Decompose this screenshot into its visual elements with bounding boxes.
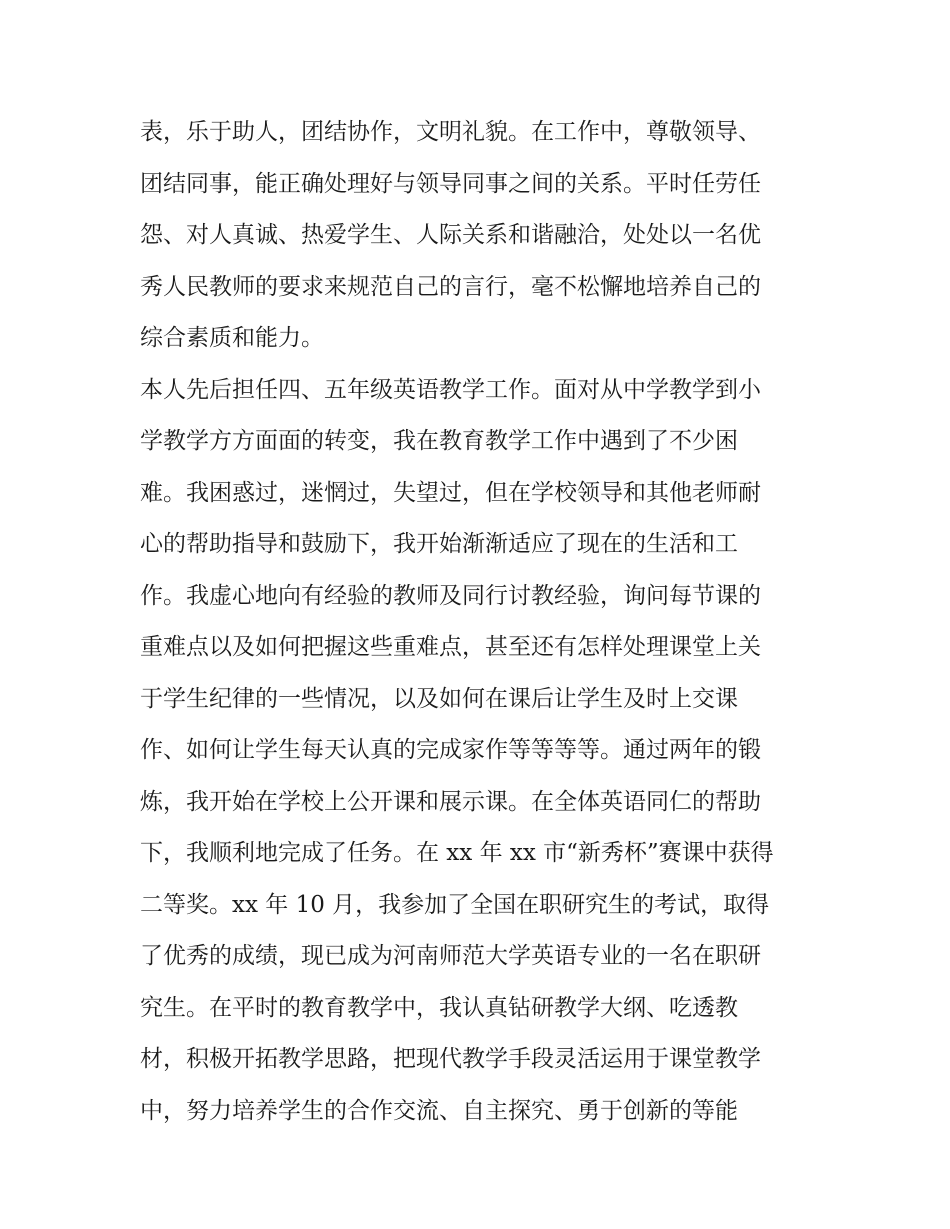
text-line: 难。我困惑过，迷惘过，失望过，但在学校领导和其他老师耐	[140, 479, 761, 506]
text-line: 团结同事，能正确处理好与领导同事之间的关系。平时任劳任	[140, 170, 761, 197]
text-line: 重难点以及如何把握这些重难点，甚至还有怎样处理课堂上关	[140, 634, 761, 660]
text-line: 作。我虚心地向有经验的教师及同行讨教经验，询问每节课的	[140, 582, 761, 609]
text-line: 下，我顺利地完成了任务。在 xx 年 xx 市“新秀杯”赛课中获得	[140, 840, 774, 866]
text-line: 材，积极开拓教学思路，把现代教学手段灵活运用于课堂教学	[140, 1046, 761, 1072]
text-line: 表，乐于助人，团结协作，文明礼貌。在工作中，尊敬领导、	[140, 119, 761, 145]
text-line: 中，努力培养学生的合作交流、自主探究、勇于创新的等能	[140, 1097, 738, 1124]
text-line: 秀人民教师的要求来规范自己的言行，毫不松懈地培养自己的	[140, 273, 761, 300]
text-line: 二等奖。xx 年 10 月，我参加了全国在职研究生的考试，取得	[140, 891, 770, 918]
text-line: 学教学方方面面的转变，我在教育教学工作中遇到了不少困	[140, 428, 738, 454]
body-text	[140, 107, 820, 1137]
text-line: 作、如何让学生每天认真的完成家作等等等等。通过两年的锻	[140, 737, 761, 763]
text-line: 炼，我开始在学校上公开课和展示课。在全体英语同仁的帮助	[140, 788, 761, 815]
text-line: 综合素质和能力。	[140, 325, 324, 351]
text-line: 怨、对人真诚、热爱学生、人际关系和谐融洽，处处以一名优	[140, 222, 761, 248]
text-line: 究生。在平时的教育教学中，我认真钻研教学大纲、吃透教	[140, 994, 738, 1021]
text-line: 本人先后担任四、五年级英语教学工作。面对从中学教学到小	[140, 376, 761, 403]
text-line: 了优秀的成绩，现已成为河南师范大学英语专业的一名在职研	[140, 943, 761, 969]
text-line: 心的帮助指导和鼓励下，我开始渐渐适应了现在的生活和工	[140, 531, 738, 557]
text-line: 于学生纪律的一些情况，以及如何在课后让学生及时上交课	[140, 685, 738, 712]
